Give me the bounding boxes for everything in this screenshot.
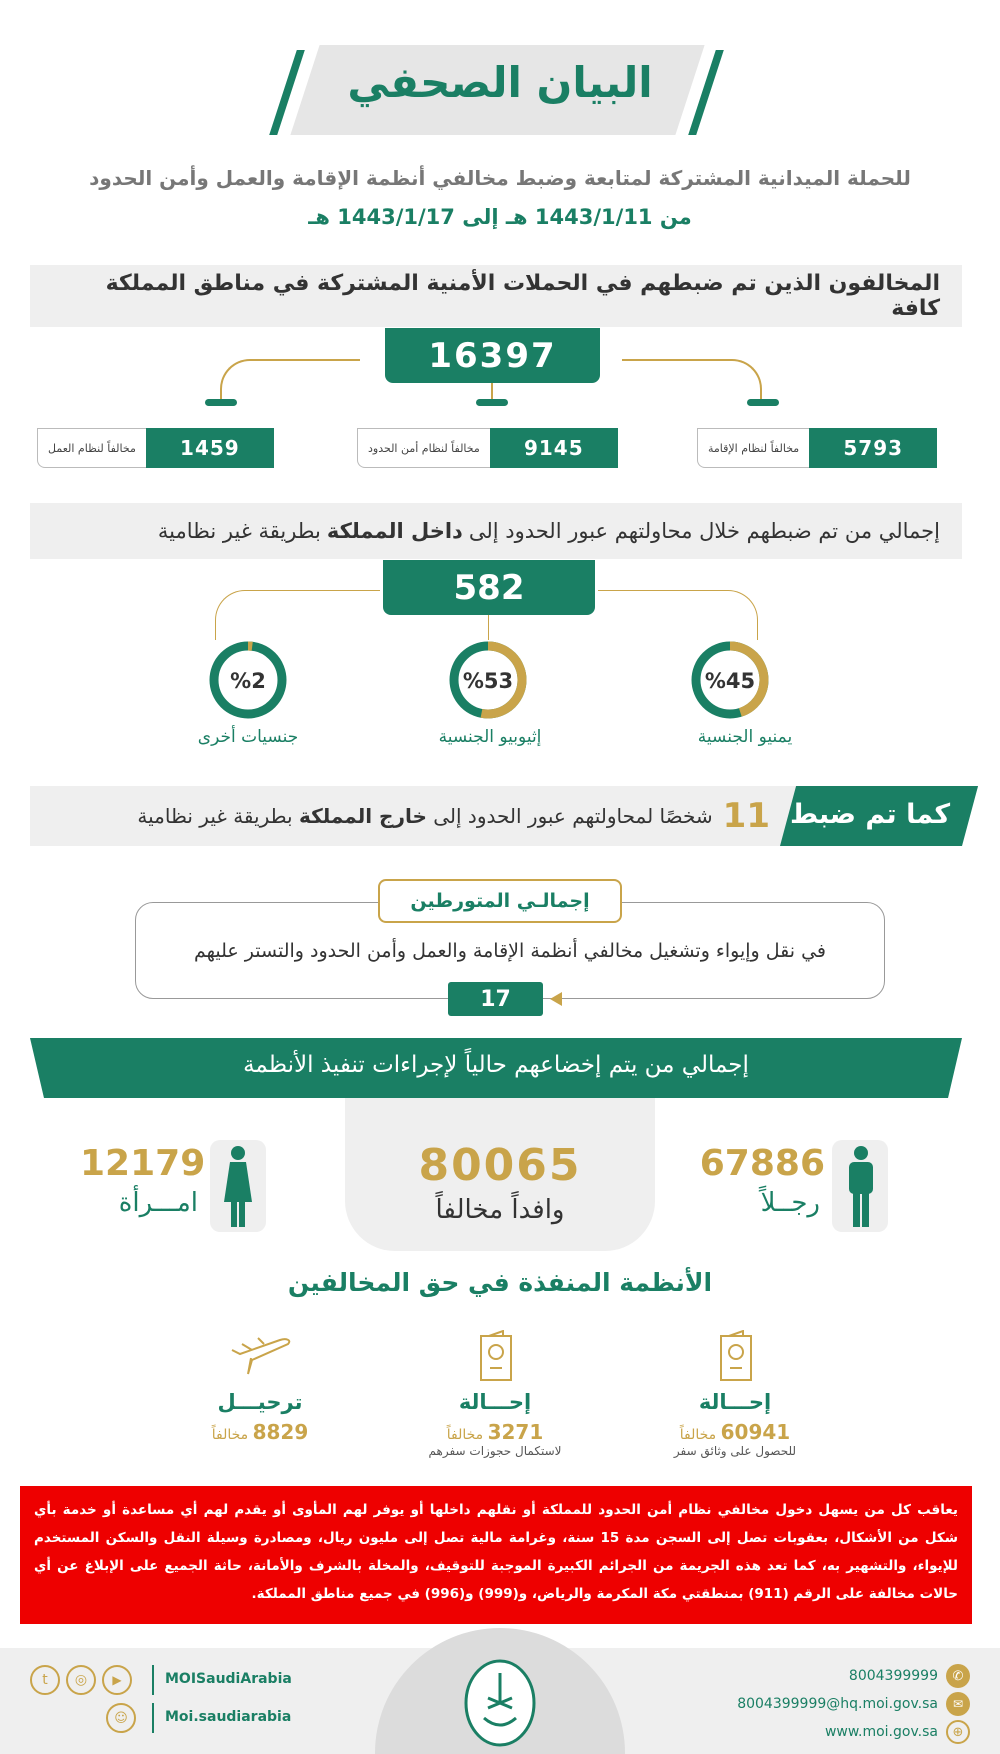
- page-title: البيان الصحفي: [347, 58, 653, 107]
- system-value: 60941: [720, 1420, 791, 1444]
- item-value: 5793: [809, 428, 937, 468]
- donut-label: جنسيات أخرى: [197, 727, 299, 747]
- outbound-text-post: بطريقة غير نظامية: [137, 804, 299, 828]
- involved-count: 17: [448, 982, 543, 1016]
- phone-icon: ✆: [946, 1664, 970, 1688]
- man-icon: [845, 1145, 877, 1227]
- systems-heading: الأنظمة المنفذة في حق المخالفين: [287, 1268, 713, 1297]
- women-label: امـــرأة: [118, 1188, 198, 1218]
- item-label: مخالفاً لنظام العمل: [37, 428, 146, 468]
- system-value: 3271: [487, 1420, 544, 1444]
- involved-text: في نقل وإيواء وتشغيل مخالفي أنظمة الإقامة والعمل وأمن الحدود والتستر عليهم: [194, 940, 826, 962]
- donut-label: إثيوبيو الجنسية: [438, 727, 542, 747]
- globe-icon: ⊕: [946, 1720, 970, 1744]
- system-item: [150, 1330, 370, 1444]
- system-note: لاستكمال حجوزات سفرهم: [428, 1444, 562, 1458]
- enforcement-total-label: وافداً مخالفاً: [435, 1195, 565, 1225]
- connector: [622, 359, 762, 399]
- outbound-text-bold: خارج المملكة: [298, 804, 427, 828]
- system-item: [625, 1330, 845, 1458]
- system-note: للحصول على وثائق سفر: [673, 1444, 797, 1458]
- donut-pct: %2: [230, 669, 266, 693]
- subtitle: للحملة الميدانية المشتركة لمتابعة وضبط مخالفي أنظمة الإقامة والعمل وأمن الحدود: [89, 166, 911, 190]
- donut-label: يمنيو الجنسية: [697, 727, 793, 747]
- donut-1: [454, 646, 522, 714]
- connector-cap: [476, 399, 508, 406]
- instagram-icon[interactable]: ◎: [66, 1665, 96, 1695]
- item-label: مخالفاً لنظام أمن الحدود: [357, 428, 490, 468]
- system-title: ترحيـــل: [217, 1390, 303, 1414]
- footer-left: [30, 1665, 310, 1745]
- passport-icon: [719, 1330, 753, 1382]
- nationality-donuts: [0, 630, 1000, 730]
- enforcement-total: 80065: [418, 1140, 582, 1191]
- system-item: [385, 1330, 605, 1458]
- system-unit: مخالفاً: [679, 1427, 717, 1443]
- involved-title: إجمالـي المتورطين: [378, 879, 622, 923]
- violator-item-border: [357, 428, 618, 468]
- inbound-heading: [30, 503, 962, 559]
- outbound-text-pre: شخصًا لمحاولتهم عبور الحدود إلى: [426, 804, 713, 828]
- youtube-icon[interactable]: ▶: [102, 1665, 132, 1695]
- item-label: مخالفاً لنظام الإقامة: [697, 428, 809, 468]
- donut-2: [214, 646, 282, 714]
- warning-box: يعاقب كل من يسهل دخول مخالفي نظام أمن الحدود للمملكة أو نقلهم داخلها أو يوفر لهم المأوى أو يقدم لهم أي مساعدة أو خدمة بأي شكل من الأشكال، بعقوبات تصل إلى السجن مدة 15 سنة، وغرامة مالية تصل إلى مليون ريال، ومصادرة وسيلة النقل والسكن المستخدم للإيواء، والتشهير به، كما تعد هذه الجريمة من الجرائم الكبيرة الموجبة للتوقيف، والمخلة بالشرف والأمانة، حاثة الجميع على الإبلاغ عن أي حالات مخالفة على الرقم (911) بمنطقتي مكة المكرمة والرياض، و(999) و(996) في جميع مناطق المملكة.: [20, 1486, 972, 1624]
- outbound-count: 11: [722, 796, 770, 836]
- woman-icon: [222, 1145, 254, 1227]
- system-title: إحـــالة: [458, 1390, 532, 1414]
- violator-item-residency: [697, 428, 937, 468]
- divider: [152, 1703, 154, 1733]
- item-value: 1459: [146, 428, 274, 468]
- divider: [152, 1665, 154, 1695]
- footer-right: [680, 1662, 970, 1746]
- outbound-text: [45, 796, 770, 836]
- email-address[interactable]: 8004399999@hq.moi.gov.sa: [737, 1696, 938, 1712]
- inbound-total: 582: [383, 560, 595, 615]
- men-label: رجــلاً: [760, 1188, 820, 1218]
- item-value: 9145: [490, 428, 618, 468]
- enforcement-heading: إجمالي من يتم إخضاعهم حالياً لإجراءات تنفيذ الأنظمة: [243, 1052, 749, 1078]
- violators-heading-text: المخالفون الذين تم ضبطهم في الحملات الأمنية المشتركة في مناطق المملكة كافة: [105, 271, 940, 321]
- connector-cap: [747, 399, 779, 406]
- social-handle[interactable]: MOISaudiArabia: [165, 1671, 292, 1687]
- violators-heading: [30, 265, 962, 327]
- men-count: 67886: [699, 1143, 825, 1184]
- system-unit: مخالفاً: [446, 1427, 484, 1443]
- snapchat-handle[interactable]: Moi.saudiarabia: [165, 1709, 292, 1725]
- system-title: إحـــالة: [698, 1390, 772, 1414]
- website-link[interactable]: www.moi.gov.sa: [824, 1724, 938, 1740]
- date-range: من 1443/1/11 هـ إلى 1443/1/17 هـ: [308, 205, 692, 229]
- donut-0: [696, 646, 764, 714]
- women-count: 12179: [80, 1143, 206, 1184]
- inbound-heading-pre: إجمالي من تم ضبطهم خلال محاولتهم عبور الحدود إلى: [468, 519, 940, 543]
- system-unit: مخالفاً: [211, 1427, 249, 1443]
- mail-icon: ✉: [946, 1692, 970, 1716]
- moi-emblem-logo: [462, 1658, 538, 1748]
- snapchat-icon[interactable]: ☺: [106, 1703, 136, 1733]
- twitter-icon[interactable]: t: [30, 1665, 60, 1695]
- violators-total: 16397: [385, 328, 600, 383]
- violator-item-labor: [37, 428, 274, 468]
- outbound-tag: كما تم ضبط: [789, 799, 951, 830]
- phone-number[interactable]: 8004399999: [848, 1668, 938, 1684]
- connector-cap: [205, 399, 237, 406]
- donut-pct: %53: [462, 669, 514, 693]
- inbound-heading-bold: داخل المملكة: [326, 519, 463, 543]
- system-value: 8829: [252, 1420, 309, 1444]
- inbound-heading-post: بطريقة غير نظامية: [157, 519, 321, 543]
- passport-icon: [479, 1330, 513, 1382]
- donut-pct: %45: [704, 669, 756, 693]
- involved-pointer: [550, 992, 562, 1006]
- airplane-icon: [228, 1334, 298, 1376]
- connector: [220, 359, 360, 399]
